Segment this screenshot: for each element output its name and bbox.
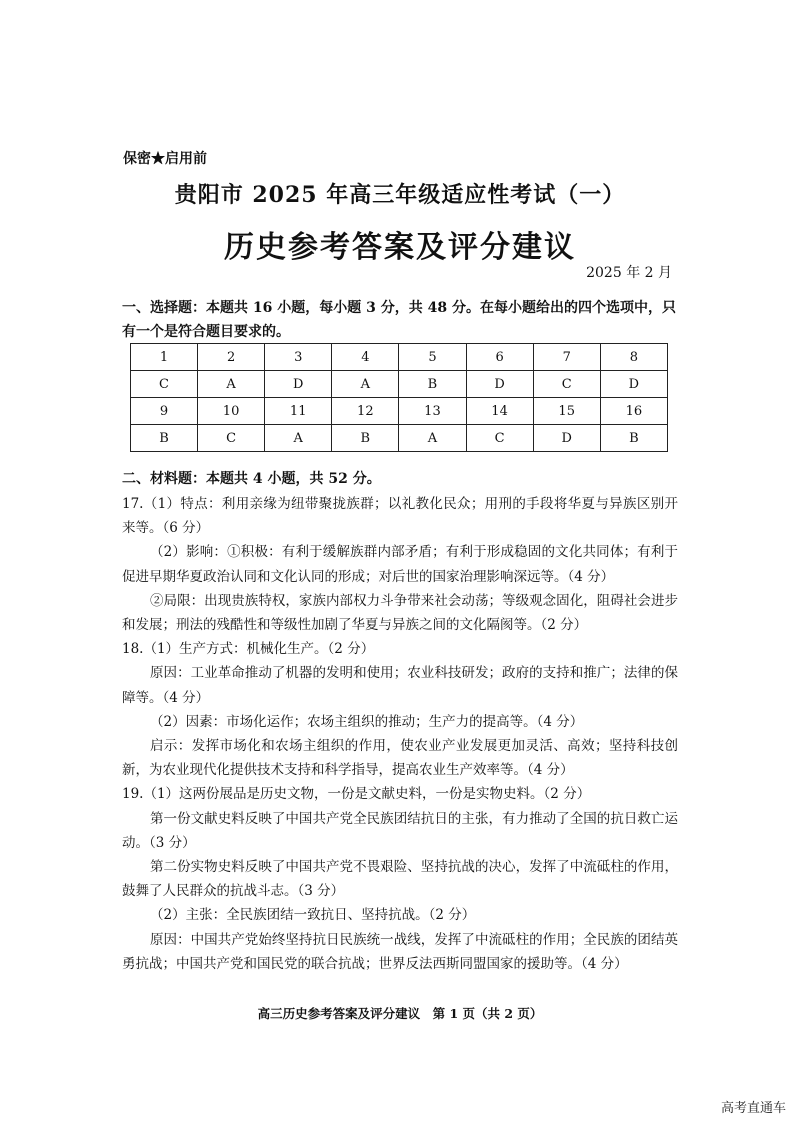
table-cell: 14 — [466, 398, 533, 425]
answer-paragraph: （2）影响：①积极：有利于缓解族群内部矛盾；有利于形成稳固的文化共同体；有利于促进早期华夏政治认同和文化认同的形成；对后世的国家治理影响深远等。（4 分） — [122, 544, 678, 585]
table-cell: 11 — [265, 398, 332, 425]
document-date: 2025 年 2 月 — [586, 265, 672, 281]
table-cell: C — [131, 371, 198, 398]
answer-table — [130, 343, 668, 452]
answer-paragraph: 19.（1）这两份展品是历史文物，一份是文献史料，一份是实物史料。（2 分） — [122, 786, 591, 803]
table-cell: D — [265, 371, 332, 398]
table-cell: 12 — [332, 398, 399, 425]
document-subtitle: 历史参考答案及评分建议 — [224, 230, 576, 265]
table-row — [131, 371, 668, 398]
table-cell: 3 — [265, 344, 332, 371]
confidential-label: 保密★启用前 — [123, 151, 207, 167]
table-cell: C — [533, 371, 600, 398]
answer-paragraph: （2）主张：全民族团结一致抗日、坚持抗战。（2 分） — [150, 907, 476, 924]
page-footer: 高三历史参考答案及评分建议 第 1 页（共 2 页） — [257, 1006, 543, 1021]
table-cell: D — [533, 425, 600, 452]
table-cell: 1 — [131, 344, 198, 371]
table-cell: 16 — [600, 398, 667, 425]
table-row — [131, 398, 668, 425]
answer-paragraph: 启示：发挥市场化和农场主组织的作用，使农业产业发展更加灵活、高效；坚持科技创新，为农业现代化提供技术支持和科学指导，提高农业生产效率等。（4 分） — [122, 738, 678, 779]
exam-title: 贵阳市 2025 年高三年级适应性考试（一） — [174, 182, 626, 208]
table-cell: 13 — [399, 398, 466, 425]
answer-paragraph: 第一份文献史料反映了中国共产党全民族团结抗日的主张，有力推动了全国的抗日救亡运动。（3 分） — [122, 810, 678, 851]
table-cell: D — [466, 371, 533, 398]
table-cell: C — [466, 425, 533, 452]
table-cell: B — [600, 425, 667, 452]
table-row — [131, 425, 668, 452]
table-cell: 8 — [600, 344, 667, 371]
table-cell: 4 — [332, 344, 399, 371]
table-cell: 5 — [399, 344, 466, 371]
watermark-text: 高考直通车 — [720, 1101, 786, 1116]
answer-paragraph: 18.（1）生产方式：机械化生产。（2 分） — [122, 641, 375, 658]
answer-body — [122, 492, 678, 976]
table-cell: A — [265, 425, 332, 452]
section2-heading: 二、材料题：本题共 4 小题，共 52 分。 — [122, 471, 381, 487]
answer-paragraph: 原因：中国共产党始终坚持抗日民族统一战线，发挥了中流砥柱的作用；全民族的团结英勇抗战；中国共产党和国民党的联合抗战；世界反法西斯同盟国家的援助等。（4 分） — [122, 931, 678, 972]
table-cell: 15 — [533, 398, 600, 425]
answer-paragraph: （2）因素：市场化运作；农场主组织的推动；生产力的提高等。（4 分） — [150, 713, 584, 730]
table-cell: B — [399, 371, 466, 398]
table-cell: 7 — [533, 344, 600, 371]
answer-paragraph: ②局限：出现贵族特权，家族内部权力斗争带来社会动荡；等级观念固化，阻碍社会进步和发展；刑法的残酷性和等级性加剧了华夏与异族之间的文化隔阂等。（2 分） — [122, 592, 678, 634]
table-cell: D — [600, 371, 667, 398]
answer-paragraph: 17.（1）特点：利用亲缘为纽带聚拢族群；以礼教化民众；用刑的手段将华夏与异族区别开来等。（6 分） — [122, 496, 678, 537]
table-cell: A — [332, 371, 399, 398]
answer-paragraph: 原因：工业革命推动了机器的发明和使用；农业科技研发；政府的支持和推广；法律的保障等。（4 分） — [122, 665, 678, 706]
table-cell: 9 — [131, 398, 198, 425]
answer-paragraph: 第二份实物史料反映了中国共产党不畏艰险、坚持抗战的决心，发挥了中流砥柱的作用，鼓舞了人民群众的抗战斗志。（3 分） — [122, 859, 678, 900]
table-cell: 10 — [198, 398, 265, 425]
table-cell: 2 — [198, 344, 265, 371]
table-cell: C — [198, 425, 265, 452]
section1-heading: 一、选择题：本题共 16 小题，每小题 3 分，共 48 分。在每小题给出的四个选项中，只有一个是符合题目要求的。 — [122, 300, 676, 340]
table-cell: A — [198, 371, 265, 398]
table-cell: B — [131, 425, 198, 452]
table-cell: B — [332, 425, 399, 452]
table-cell: 6 — [466, 344, 533, 371]
table-row — [131, 344, 668, 371]
table-cell: A — [399, 425, 466, 452]
